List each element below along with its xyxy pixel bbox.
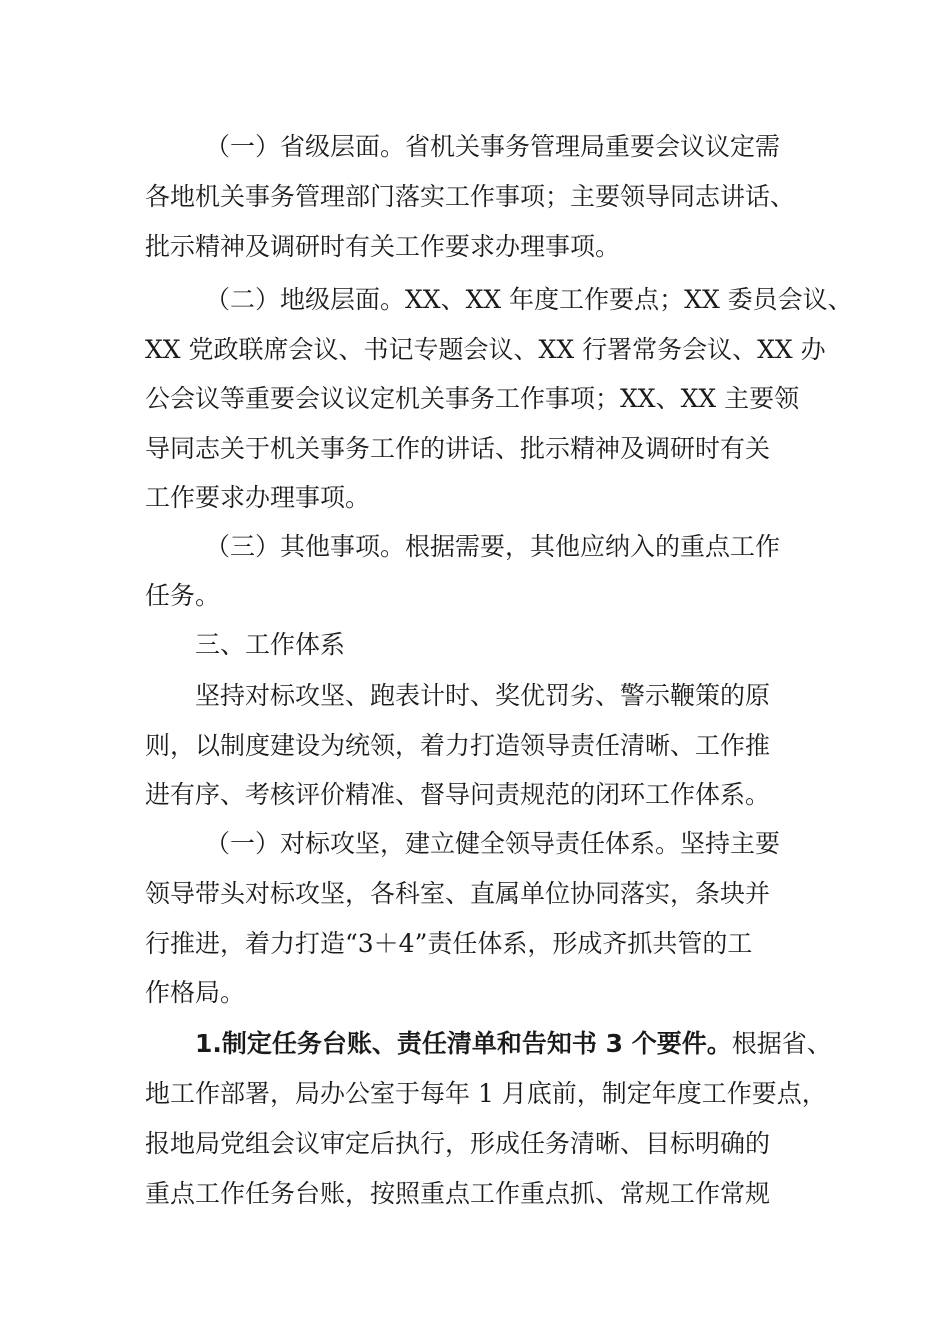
item-heading: 1.制定任务台账、责任清单和告知书 3 个要件。 [195,1029,732,1058]
paragraph-line: （一）省级层面。省机关事务管理局重要会议议定需 [205,132,781,161]
paragraph-line: （三）其他事项。根据需要，其他应纳入的重点工作 [205,532,781,561]
paragraph-line: 领导带头对标攻坚，各科室、直属单位协同落实，条块并 [145,879,771,908]
paragraph-line: 批示精神及调研时有关工作要求办理事项。 [145,232,621,261]
paragraph-line: 进有序、考核评价精准、督导问责规范的闭环工作体系。 [145,780,771,809]
paragraph-line: 任务。 [145,581,221,610]
item-heading-line [195,1029,832,1059]
paragraph-line: 则，以制度建设为统领，着力打造领导责任清晰、工作推 [145,731,771,760]
section-heading: 三、工作体系 [195,630,346,659]
item-heading-tail: 根据省、 [731,1029,832,1058]
paragraph-line: 行推进，着力打造“3＋4”责任体系，形成齐抓共管的工 [145,929,753,958]
paragraph-line: 工作要求办理事项。 [145,483,371,512]
paragraph-line: 地工作部署，局办公室于每年 1 月底前，制定年度工作要点， [145,1079,827,1108]
paragraph-line: （一）对标攻坚，建立健全领导责任体系。坚持主要 [205,829,781,858]
paragraph-line: 重点工作任务台账，按照重点工作重点抓、常规工作常规 [145,1179,771,1208]
paragraph-line: 导同志关于机关事务工作的讲话、批示精神及调研时有关 [145,434,771,463]
paragraph-line: 报地局党组会议审定后执行，形成任务清晰、目标明确的 [145,1129,771,1158]
paragraph-line: 作格局。 [145,978,246,1007]
paragraph-line: 坚持对标攻坚、跑表计时、奖优罚劣、警示鞭策的原 [195,681,771,710]
paragraph-line: XX 党政联席会议、书记专题会议、XX 行署常务会议、XX 办 [145,335,826,364]
paragraph-line: （二）地级层面。XX、XX 年度工作要点；XX 委员会议、 [205,285,853,314]
paragraph-line: 各地机关事务管理部门落实工作事项；主要领导同志讲话、 [145,182,796,211]
paragraph-line: 公会议等重要会议议定机关事务工作事项；XX、XX 主要领 [145,384,800,413]
